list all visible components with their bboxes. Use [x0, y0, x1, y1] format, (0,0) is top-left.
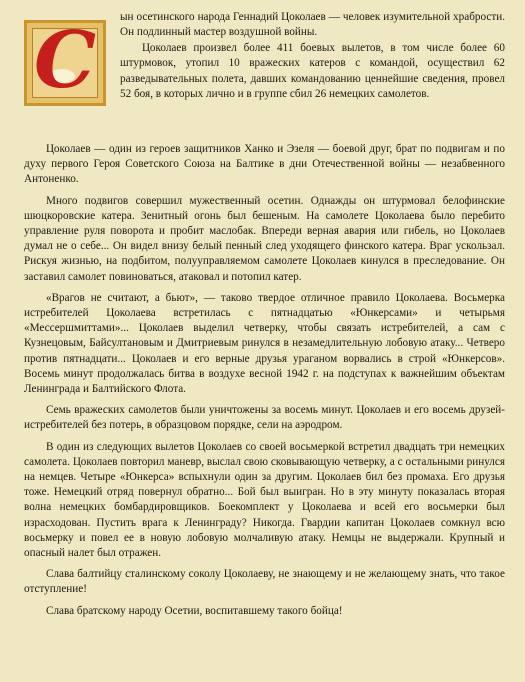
paragraph-2: Много подвигов совершил мужественный осетин. Однажды он штурмовал белофинские шюцкоровские катера. Зенитный огонь был бешеным. На самолете Цоколаева было перебито управление руля поворота и пробит маслобак. Впереди верная авария или гибель, но Цоколаев думал не о себе... Он видел внизу белый пенный след уходящего финского катера. Враг ускользал. Рискуя жизнью, на подбитом, полууправляемом самолете Цоколаев кинулся в преследование. Он заставил самолет повиноваться, атаковал и потопил катер. [24, 194, 505, 283]
intro-text [120, 10, 505, 136]
paragraph-1: Цоколаев — один из героев защитников Ханко и Эзеля — боевой друг, брат по подвигам и по духу первого Героя Советского Союза на Балтике в дни Отечественной войны — незабвенного Антоненко. [24, 143, 505, 186]
intro-paragraph-2: Цоколаев произвел более 411 боевых вылетов, в том числе более 60 штурмовок, утопил 10 вражеских катеров с командой, осуществил 62 разведывательных полета, давших командованию ценнейшие сведения, провел 52 боя, в которых лично и в группе сбил 26 немецких самолетов. [120, 41, 505, 101]
paragraph-5: В один из следующих вылетов Цоколаев со своей восьмеркой встретил двадцать три немецких самолета. Цоколаев повторил маневр, выслал свою сковывающую четверку, а с остальными ринулся на немцев. Четыре «Юнкерса» вспыхнули один за другим. Цоколаев бил без промаха. Его друзья тоже. Немецкий отряд повернул обратно... Бой был выигран. Но в эту минуту показалась вторая волна немецких бомбардировщиков. Боекомплект у Цоколаева и всей его восьмерки был израсходован. Пустить врага к Ленинграду? Никогда. Гвардии капитан Цоколаев сомкнул всю восьмерку и повел ее в новую лобовую молчаливую атаку. Немцы не выдержали. Крупный и опасный налет был отражен. [24, 440, 505, 560]
drop-cap-frame [24, 15, 106, 106]
paragraph-6: Слава балтийцу сталинскому соколу Цоколаеву, не знающему и не желающему знать, что такое отступление! [24, 568, 505, 596]
body-text [24, 142, 505, 619]
drop-cap-letter: С [33, 15, 97, 106]
paragraph-4: Семь вражеских самолетов были уничтожены за восемь минут. Цоколаев и его восемь друзей-истребителей без потерь, в образцовом порядке, сели на аэродром. [24, 404, 505, 432]
intro-paragraph-1: ын осетинского народа Геннадий Цоколаев — человек изумительной храбрости. Он подлинный мастер воздушной войны. [120, 11, 505, 39]
paragraph-7: Слава братскому народу Осетии, воспитавшему такого бойца! [46, 604, 343, 617]
paragraph-3: «Врагов не считают, а бьют», — таково твердое отличное правило Цоколаева. Восьмерка истребителей Цоколаева встретилась с пятнадцатью «Юнкерсами» и четырьмя «Мессершмиттами»... Цоколаев выделил четверку, чтобы связать истребителей, а сам с Кузнецовым, Байсултановым и Дмитриевым ринулся в незамедлительную лобовую атаку... Четверо против пятнадцати... Цоколаев и его верные друзья ураганом ворвались в строй «Юнкерсов». Восемь минут продолжалась битва в воздухе весной 1942 г. на подступах к важнейшим объектам Ленинграда и Балтийского Флота. [24, 291, 505, 396]
